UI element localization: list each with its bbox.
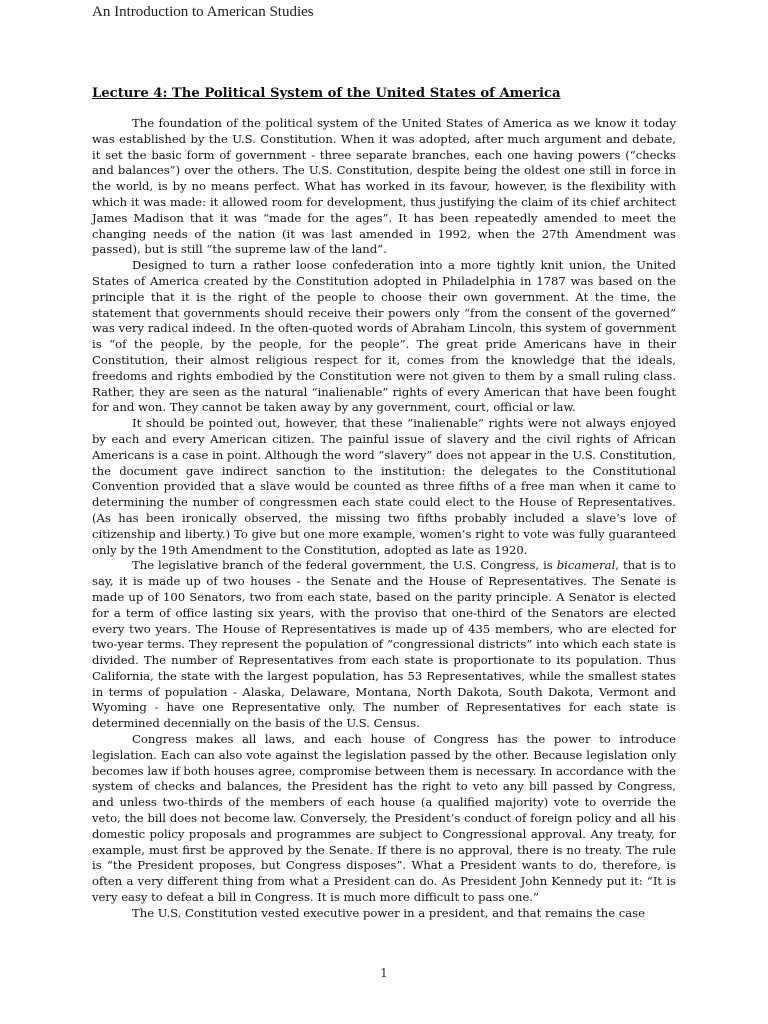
bicameral-emphasis: bicameral (556, 558, 616, 573)
lecture-title: Lecture 4: The Political System of the United States of America (92, 86, 561, 101)
lecture-body (92, 116, 676, 922)
paragraph-executive-power: The U.S. Constitution vested executive power in a president, and that remains the case (132, 905, 645, 920)
paragraph-legislative-after: , that is to say, it is made up of two houses - the Senate and the House of Representatives. The Senate is made up of 100 Senators, two from each state, based on the parity principle. A Senator is elected for a term of office lasting six years, with the proviso that one-third of the Senators are elected every two years. The House of Representatives is made up of 435 members, who are elected for two-year terms. They represent the population of “congressional districts” into which each state is divided. The number of Representatives from each state is proportionate to its population. Thus California, the state with the largest population, has 53 Representatives, while the smallest states in terms of population - Alaska, Delaware, Montana, North Dakota, South Dakota, Vermont and Wyoming - have one Representative only. The number of Representatives for each state is determined decennially on the basis of the U.S. Census. (92, 558, 676, 731)
paragraph-people-government: Designed to turn a rather loose confederation into a more tightly knit union, the United States of America created by the Constitution adopted in Philadelphia in 1787 was based on the principle that it is the right of the people to choose their own government. At the time, the statement that governments should receive their powers only “from the consent of the governed” was very radical indeed. In the often-quoted words of Abraham Lincoln, this system of government is “of the people, by the people, for the people”. The great pride Americans have in their Constitution, their almost religious respect for it, comes from the knowledge that the ideals, freedoms and rights embodied by the Constitution were not given to them by a small ruling class. Rather, they are seen as the natural “inalienable” rights of every American that have been fought for and won. They cannot be taken away by any government, court, official or law. (92, 258, 676, 415)
paragraph-legislative-before: The legislative branch of the federal government, the U.S. Congress, is (132, 558, 557, 573)
running-header: An Introduction to American Studies (92, 4, 314, 20)
page-number: 1 (380, 966, 388, 980)
paragraph-legislative-branch (92, 558, 676, 732)
paragraph-inalienable-rights: It should be pointed out, however, that these “inalienable” rights were not always enjoyed by each and every American citizen. The painful issue of slavery and the civil rights of African Americans is a case in point. Although the word “slavery” does not appear in the U.S. Constitution, the document gave indirect sanction to the institution: the delegates to the Constitutional Convention provided that a slave would be counted as three fifths of a free man when it came to determining the number of congressmen each state could elect to the House of Representatives. (As has been ironically observed, the missing two fifths probably included a slave’s love of citizenship and liberty.) To give but one more example, women’s right to vote was fully guaranteed only by the 19th Amendment to the Constitution, adopted as late as 1920. (92, 416, 676, 557)
paragraph-congress-laws: Congress makes all laws, and each house of Congress has the power to introduce legislation. Each can also vote against the legislation passed by the other. Because legislation only becomes law if both houses agree, compromise between them is necessary. In accordance with the system of checks and balances, the President has the right to veto any bill passed by Congress, and unless two-thirds of the members of each house (a qualified majority) vote to override the veto, the bill does not become law. Conversely, the President’s conduct of foreign policy and all his domestic policy proposals and programmes are subject to Congressional approval. Any treaty, for example, must first be approved by the Senate. If there is no approval, there is no treaty. The rule is “the President proposes, but Congress disposes”. What a President wants to do, therefore, is often a very different thing from what a President can do. As President John Kennedy put it: “It is very easy to defeat a bill in Congress. It is much more difficult to pass one.” (92, 732, 676, 905)
paragraph-constitution-foundation: The foundation of the political system of the United States of America as we know it today was established by the U.S. Constitution. When it was adopted, after much argument and debate, it set the basic form of government - three separate branches, each one having powers (“checks and balances”) over the others. The U.S. Constitution, despite being the oldest one still in force in the world, is by no means perfect. What has worked in its favour, however, is the flexibility with which it was made: it allowed room for development, thus justifying the claim of its chief architect James Madison that it was “made for the ages”. It has been repeatedly amended to meet the changing needs of the nation (it was last amended in 1992, when the 27th Amendment was passed), but is still “the supreme law of the land”. (92, 116, 676, 257)
